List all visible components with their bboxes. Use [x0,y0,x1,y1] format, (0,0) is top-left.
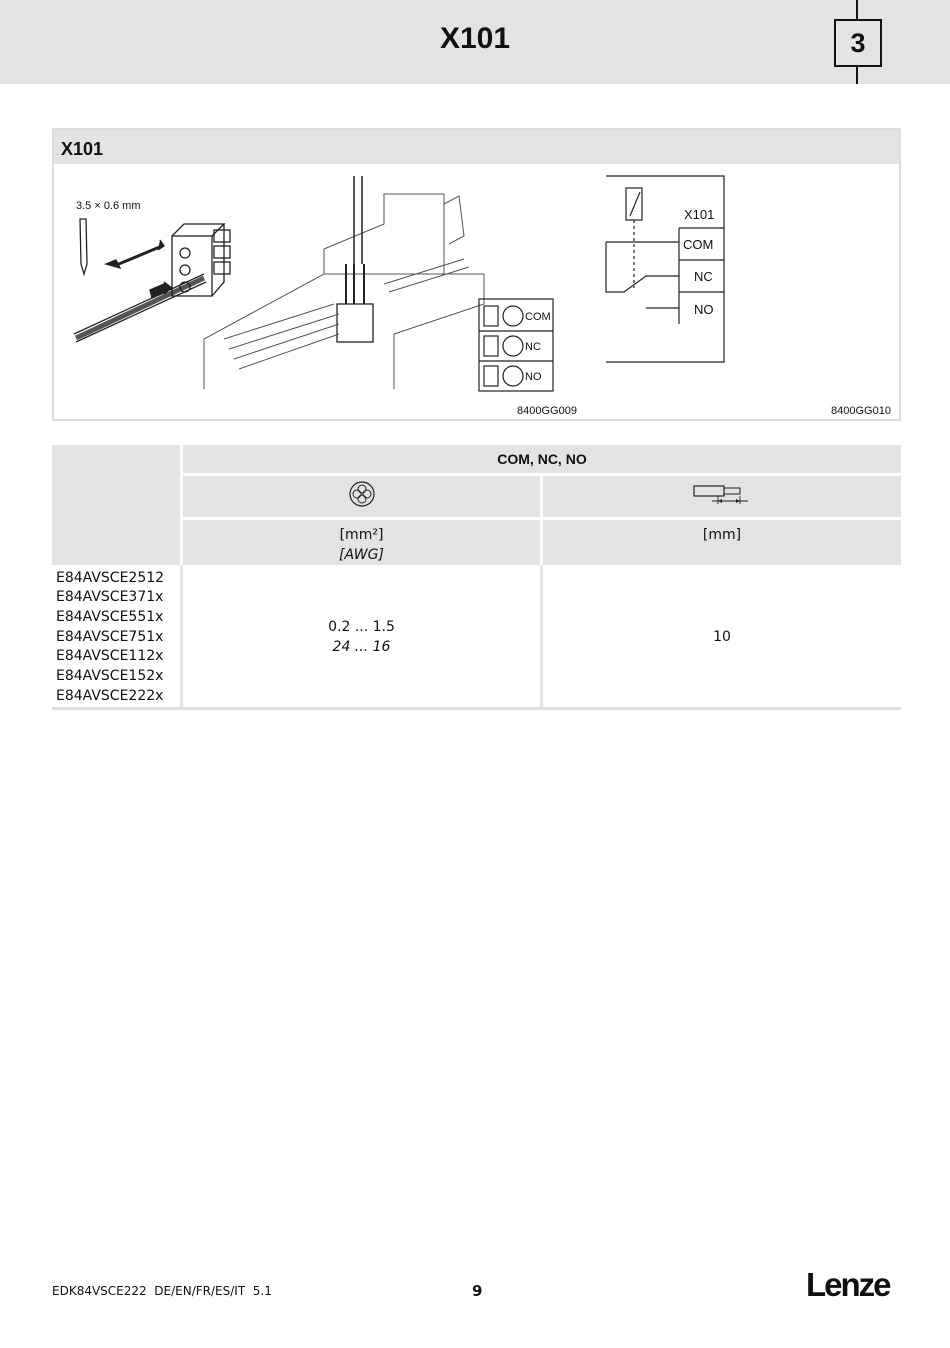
stranded-conductor-icon [348,480,376,508]
screwdriver-icon [80,219,87,274]
model-item: E84AVSCE222x [56,687,164,704]
figure-header [54,130,899,164]
schematic-label-com: COM [683,237,714,252]
chapter-marker-line [856,0,858,19]
cross-section-awg: 24 ... 16 [332,638,391,655]
table-corner [52,445,182,565]
relay-schematic [606,176,724,362]
unit-awg: [AWG] [339,546,384,563]
conductor-cell [182,474,542,518]
model-list [52,565,182,709]
schematic-label-nc: NC [694,269,713,284]
cross-section-mm2: 0.2 ... 1.5 [328,618,395,635]
model-item: E84AVSCE2512 [56,569,165,586]
strip-length-value: 10 [713,628,731,645]
unit-cross-section [182,518,542,565]
figure-code-right: 8400GG010 [831,405,891,417]
terminal-label-nc: NC [525,341,541,353]
footer-doc-id: EDK84VSCE222 DE/EN/FR/ES/IT 5.1 [52,1284,272,1298]
strip-length-cell [542,474,902,518]
unit-mm2: [mm²] [339,526,384,543]
model-item: E84AVSCE551x [56,608,164,625]
connection-illustration [54,164,899,419]
chapter-marker-line [856,65,858,84]
model-item: E84AVSCE112x [56,648,164,665]
model-item: E84AVSCE371x [56,589,164,606]
plug-insertion-drawing [74,200,230,342]
model-item: E84AVSCE152x [56,668,164,685]
schematic-connector-label: X101 [684,207,715,222]
terminal-label-com: COM [525,311,551,323]
model-item: E84AVSCE751x [56,628,164,645]
unit-strip-length: [mm] [542,518,902,565]
terminal-block [479,299,553,391]
strip-length-icon [690,482,754,506]
schematic-label-no: NO [694,302,714,317]
terminal-label-no: NO [525,371,542,383]
figure-panel [52,128,901,421]
device-housing-drawing [204,176,484,389]
cross-section-value [182,565,542,709]
page-number: 9 [472,1282,483,1300]
brand-logo: Lenze [806,1266,890,1303]
chapter-badge: 3 [834,19,882,67]
page-title: X101 [439,22,511,55]
figure-title: X101 [61,139,104,159]
figure-code-left: 8400GG009 [517,405,577,417]
screwdriver-size-label: 3.5 × 0.6 mm [76,200,141,212]
wire-spec-table [52,445,901,709]
table-header: COM, NC, NO [182,445,902,474]
table-bottom-rule [52,707,901,710]
